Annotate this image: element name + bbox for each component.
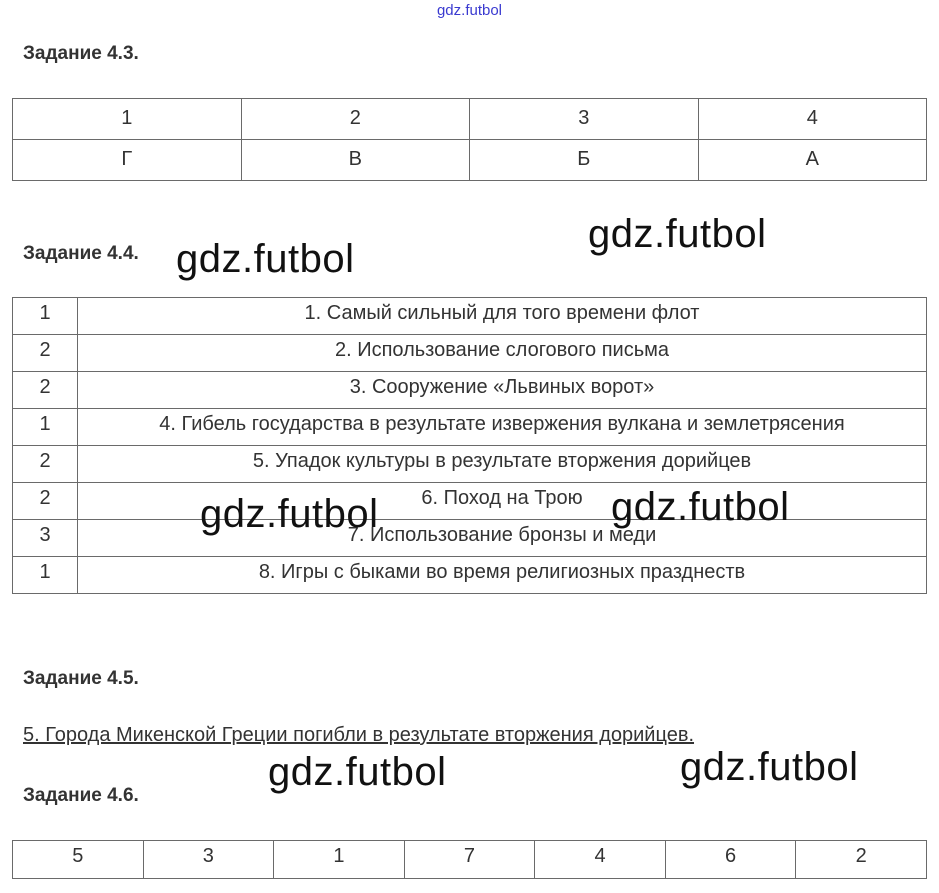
table-cell-num: 1: [13, 557, 78, 594]
watermark: gdz.futbol: [680, 745, 859, 789]
table-cell-num: 2: [13, 372, 78, 409]
table-cell: 2: [796, 841, 927, 879]
table-cell-text: 2. Использование слогового письма: [78, 335, 927, 372]
table-cell: 3: [470, 99, 699, 140]
table-row: [13, 446, 927, 483]
table-cell-text: 3. Сооружение «Львиных ворот»: [78, 372, 927, 409]
task-4-4-title: Задание 4.4.: [23, 243, 139, 264]
table-cell-text: 1. Самый сильный для того времени флот: [78, 298, 927, 335]
table-cell-num: 3: [13, 520, 78, 557]
table-row: [13, 841, 927, 879]
table-row: [13, 409, 927, 446]
task-4-6-title: Задание 4.6.: [23, 785, 139, 806]
table-header-row: [13, 99, 927, 140]
table-cell: 2: [241, 99, 470, 140]
watermark: gdz.futbol: [268, 750, 447, 794]
table-cell: В: [241, 140, 470, 181]
task-4-5-title: Задание 4.5.: [23, 668, 139, 689]
table-cell: 4: [535, 841, 666, 879]
table-row: [13, 557, 927, 594]
table-row: [13, 140, 927, 181]
table-cell: Г: [13, 140, 242, 181]
table-cell: 1: [274, 841, 405, 879]
table-cell: 5: [13, 841, 144, 879]
watermark-top: gdz.futbol: [436, 2, 503, 19]
table-cell-num: 1: [13, 409, 78, 446]
table-cell: 6: [665, 841, 796, 879]
table-row: [13, 372, 927, 409]
watermark: gdz.futbol: [176, 237, 355, 281]
table-cell-num: 2: [13, 483, 78, 520]
table-cell-num: 2: [13, 446, 78, 483]
task-4-4-table: [12, 297, 927, 594]
table-cell: 1: [13, 99, 242, 140]
table-cell-num: 1: [13, 298, 78, 335]
table-cell-text: 4. Гибель государства в результате извержения вулкана и землетрясения: [78, 409, 927, 446]
table-cell-text: 5. Упадок культуры в результате вторжения дорийцев: [78, 446, 927, 483]
table-cell-text: 6. Поход на Трою: [78, 483, 927, 520]
task-4-3-title: Задание 4.3.: [23, 43, 139, 64]
task-4-5-answer: 5. Города Микенской Греции погибли в результате вторжения дорийцев.: [23, 724, 695, 746]
table-cell-text: 8. Игры с быками во время религиозных празднеств: [78, 557, 927, 594]
table-cell: А: [698, 140, 927, 181]
watermark: gdz.futbol: [200, 492, 379, 536]
table-row: [13, 335, 927, 372]
table-cell: 4: [698, 99, 927, 140]
task-4-3-table: [12, 98, 927, 181]
table-cell-text: 7. Использование бронзы и меди: [78, 520, 927, 557]
table-cell-num: 2: [13, 335, 78, 372]
table-cell: 3: [143, 841, 274, 879]
watermark: gdz.futbol: [611, 485, 790, 529]
table-cell: Б: [470, 140, 699, 181]
task-4-6-table: [12, 840, 927, 879]
watermark: gdz.futbol: [588, 212, 767, 256]
table-cell: 7: [404, 841, 535, 879]
table-row: [13, 298, 927, 335]
